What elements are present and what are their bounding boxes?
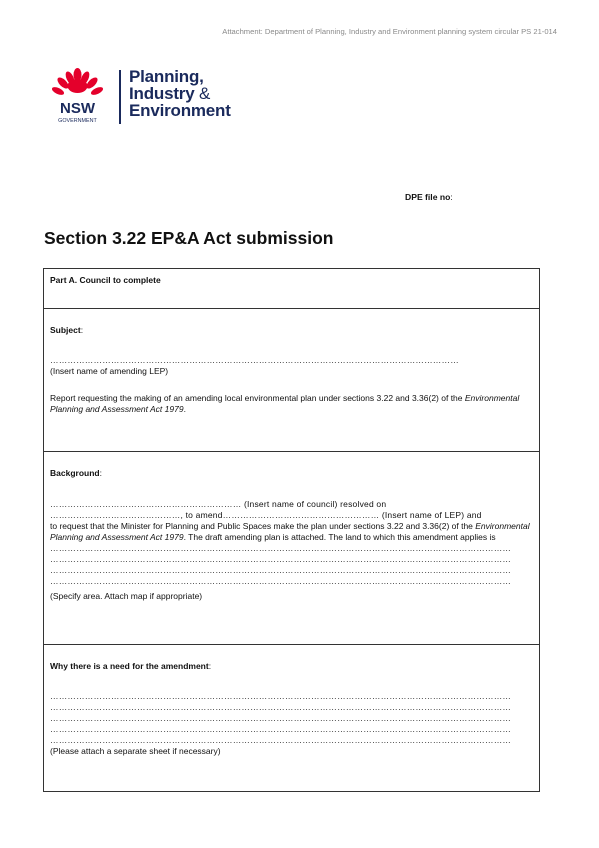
part-a-section <box>44 269 539 309</box>
part-a-heading: Part A. Council to complete <box>50 275 161 285</box>
land-area-field-2[interactable]: …………………………………………………………………………………………………………………………………………… <box>50 554 512 564</box>
submission-form <box>43 268 540 792</box>
background-date-line: ………………………………………, to amend……………………………………………… (Insert name of LEP) and <box>50 510 482 520</box>
background-heading: Background: <box>50 468 102 478</box>
need-field-2[interactable]: …………………………………………………………………………………………………………………………………………… <box>50 702 512 712</box>
council-name-field[interactable]: ………………………………………………………… <box>50 499 242 509</box>
attachment-header-note: Attachment: Department of Planning, Industry and Environment planning system circular PS 21-014 <box>222 27 557 36</box>
subject-field[interactable]: …………………………………………………………………………………………………………………………… <box>50 355 459 365</box>
logo-line-industry: Industry & <box>129 84 211 103</box>
resolution-date-field[interactable]: ……………………………………… <box>50 510 181 520</box>
logo-divider <box>119 70 121 124</box>
subject-heading: Subject: <box>50 325 84 335</box>
land-area-field-4[interactable]: …………………………………………………………………………………………………………………………………………… <box>50 576 512 586</box>
logo-wordmark <box>129 68 231 119</box>
land-area-field-1[interactable]: …………………………………………………………………………………………………………………………………………… <box>50 543 512 553</box>
logo-line-environment: Environment <box>129 101 231 120</box>
dpe-file-no: DPE file no: <box>405 192 453 202</box>
logo-nsw-wordmark: NSW <box>60 100 95 117</box>
subject-section <box>44 309 539 452</box>
subject-hint: (Insert name of amending LEP) <box>50 366 169 376</box>
lep-name-field[interactable]: ……………………………………………… <box>222 510 380 520</box>
background-hint: (Specify area. Attach map if appropriate) <box>50 591 203 601</box>
subject-report-text: Report requesting the making of an amending local environmental plan under sections 3.22 and 3.36(2) of the Environmental Planning and Assessment Act 1979. <box>50 393 520 414</box>
need-field-1[interactable]: …………………………………………………………………………………………………………………………………………… <box>50 691 512 701</box>
need-field-4[interactable]: …………………………………………………………………………………………………………………………………………… <box>50 724 512 734</box>
logo-government-wordmark: GOVERNMENT <box>58 118 97 124</box>
need-field-5[interactable]: …………………………………………………………………………………………………………………………………………… <box>50 735 512 745</box>
background-section <box>44 452 539 645</box>
need-hint: (Please attach a separate sheet if necessary) <box>50 746 221 756</box>
waratah-logo-icon <box>50 66 105 126</box>
background-paragraph: to request that the Minister for Planning and Public Spaces make the plan under sections 3.22 and 3.36(2) of the Environmental Planning and Assessment Act 1979. The draft amending plan is attached. The land to which this amendment applies is <box>50 521 530 542</box>
logo-line-planning: Planning, <box>129 67 204 86</box>
land-area-field-3[interactable]: …………………………………………………………………………………………………………………………………………… <box>50 565 512 575</box>
need-section <box>44 645 539 791</box>
background-council-line: ………………………………………………………… (Insert name of council) resolved on <box>50 499 387 509</box>
need-heading: Why there is a need for the amendment: <box>50 661 212 671</box>
page-title: Section 3.22 EP&A Act submission <box>44 228 334 248</box>
nsw-dpie-logo <box>50 66 270 128</box>
need-field-3[interactable]: …………………………………………………………………………………………………………………………………………… <box>50 713 512 723</box>
file-no-label: DPE file no <box>405 192 451 202</box>
